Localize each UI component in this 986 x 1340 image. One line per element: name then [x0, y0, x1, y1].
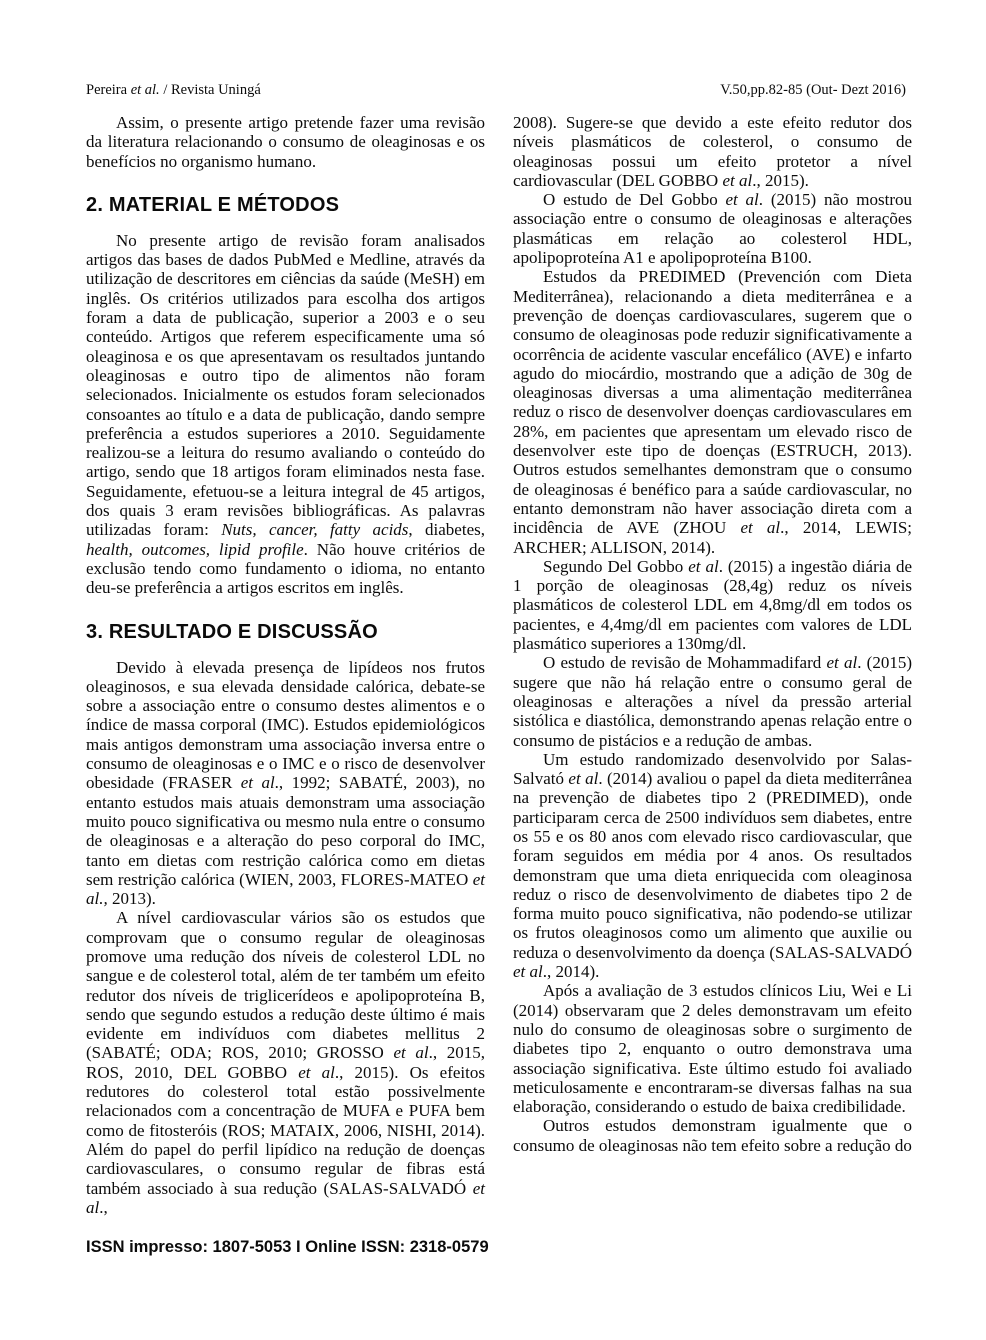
text-run: O estudo de revisão de Mohammadifard [543, 653, 827, 673]
paragraph [513, 653, 912, 749]
italic-run: et al. [130, 82, 160, 98]
footer-issn: ISSN impresso: 1807-5053 I Online ISSN: 2318-0579 [86, 1238, 489, 1256]
right-column [513, 113, 912, 1217]
text-run: / Revista Uningá [159, 82, 261, 98]
text-run: . (2014) avaliou o papel da dieta mediterrânea na prevenção de diabetes tipo 2 (PREDIMED), onde participaram cerca de 2500 indivíduos sem diabetes, entre os 55 e os 80 anos com elevado risco cardiovascular, que foram seguidos em média por 4 anos. Os resultados demonstram que uma dieta enriquecida com oleaginosa reduz o risco de desenvolvimento de diabetes tipo 2 de forma muito pouco significativa, não podendo-se utilizar os frutos oleaginosos como um alimento que auxilie ou reduza o desenvolvimento da doença (SALAS-SALVADÓ [513, 769, 912, 962]
header-author-journal [86, 82, 261, 99]
text-run: Assim, o presente artigo pretende fazer uma revisão da literatura relacionando o consumo de oleaginosas e os benefícios no organismo humano. [86, 113, 485, 171]
text-run: Segundo Del Gobbo [543, 556, 689, 576]
paragraph [513, 557, 912, 653]
text-run: ., 2014). [542, 962, 600, 982]
text-run: ., 2015). Os efeitos redutores do colesterol total estão possivelmente relacionados com a concentração de MUFA e PUFA bem como de fitosteróis (ROS; MATAIX, 2006, NISHI, 2014). Além do papel do perfil lipídico na redução de doenças cardiovasculares, o consumo regular de fibras está também associado à sua redução (SALAS-SALVADÓ [86, 1062, 485, 1198]
text-run: Outros estudos demonstram igualmente que o consumo de oleaginosas não tem efeito sobre a redução do [513, 1116, 912, 1155]
text-run: Após a avaliação de 3 estudos clínicos Liu, Wei e Li (2014) observaram que 2 deles demonstravam um efeito nulo do consumo de oleaginosas sobre o surgimento de diabetes tipo 2, enquanto o outro demonstrava uma associação significativa. Este último estudo foi avaliado meticulosamente e encontraram-se diversas falhas na sua elaboração, considerando o estudo de baixa credibilidade. [513, 981, 912, 1117]
paragraph [86, 908, 485, 1217]
italic-run: et al., [86, 869, 485, 909]
italic-run: et al [688, 556, 719, 576]
paragraph [86, 658, 485, 909]
text-run: ., 2015, ROS, 2010, DEL GOBBO [86, 1043, 486, 1082]
italic-run: et al [86, 1178, 485, 1217]
paragraph [513, 190, 912, 267]
text-run: O estudo de Del Gobbo [543, 190, 726, 210]
paragraph [513, 750, 912, 982]
section-heading: 3. RESULTADO E DISCUSSÃO [86, 620, 378, 643]
text-run: Um estudo randomizado desenvolvido por Salas-Salvató [513, 749, 912, 789]
italic-run: et al [725, 190, 759, 210]
paragraph [513, 1116, 912, 1155]
text-run: . Não houve critérios de exclusão tendo como fundamento o idioma, no entanto deu-se preferência a artigos escritos em inglês. [86, 539, 485, 598]
text-run: ., [99, 1197, 108, 1217]
running-header [86, 82, 906, 99]
paragraph [513, 981, 912, 1116]
left-column [86, 113, 485, 1217]
article-body [86, 113, 912, 1217]
italic-run: et al [568, 769, 599, 789]
header-volume-pages: V.50,pp.82-85 (Out- Dezt 2016) [720, 82, 906, 98]
text-run: A nível cardiovascular vários são os estudos que comprovam que o consumo regular de oleaginosas promove uma redução dos níveis de colesterol LDL no sangue e de colesterol total, além de ter também um efeito redutor dos níveis de triglicerídeos e apolipoproteína B, sendo que segundo estudos a redução deste último é mais evidente em indivíduos com diabetes mellitus 2 (SABATÉ; ODA; ROS, 2010; GROSSO [86, 908, 485, 1063]
italic-run: et al [740, 518, 781, 538]
paragraph [86, 113, 485, 171]
italic-run: Nuts, cancer, fatty acids [221, 520, 409, 540]
paragraph [513, 113, 912, 190]
text-run: 2013). [107, 889, 156, 909]
text-run: . (2015) a ingestão diária de 1 porção de oleaginosas (28,4g) reduz os níveis plasmáticos de colesterol LDL em 4,8mg/dl em todos os pacientes, e 4,4mg/dl em pacientes com valores de LDL plasmático superiores a 130mg/dl. [513, 556, 913, 654]
text-run: ., 1992; SABATÉ, 2003), no entanto estudos mais atuais demonstram uma associação muito pouco significativa ou mesmo nula entre o consumo de oleaginosas e a alteração do peso corporal do IMC, tanto em dietas com restrição calórica como em dietas sem restrição calórica (WIEN, 2003, FLORES-MATEO [86, 773, 485, 889]
italic-run: health, outcomes, lipid profile [86, 539, 304, 559]
text-run: , diabetes, [408, 520, 485, 540]
text-run: ., 2014, LEWIS; ARCHER; ALLISON, 2014). [513, 518, 913, 557]
italic-run: et al [826, 653, 858, 673]
paragraph [513, 267, 912, 556]
section-heading: 2. MATERIAL E MÉTODOS [86, 193, 340, 216]
text-run: No presente artigo de revisão foram analisados artigos das bases de dados PubMed e Medline, através da utilização de descritores em ciências da saúde (MeSH) em inglês. Os critérios utilizados para escolha dos artigos foram a data de publicação, superior a 2003 e o seu conteúdo. Artigos que referem especificamente uma só oleaginosa e os que apresentavam os resultados juntando oleaginosas e outro tipo de alimentos não foram selecionados. Inicialmente os estudos foram selecionados consoantes ao título e a data de publicação, dando sempre preferência a estudos superiores a 2010. Seguidamente realizou-se a leitura do resumo avaliando o conteúdo do artigo, sendo que 18 artigos foram eliminados nesta fase. Seguidamente, efetuou-se a leitura integral de 45 artigos, dos quais 3 eram revisões bibliográficas. As palavras utilizadas foram: [86, 230, 485, 540]
text-run: Devido à elevada presença de lipídeos nos frutos oleaginosos, e sua elevada densidade calórica, debate-se sobre a associação entre o consumo destes alimentos e o índice de massa corporal (IMC). Estudos epidemiológicos mais antigos demonstram uma associação inversa entre o consumo de oleaginosas e o IMC e o risco de desenvolver obesidade (FRASER [86, 657, 485, 793]
italic-run: et al [722, 170, 753, 190]
italic-run: et al [513, 962, 543, 982]
text-run: . (2015) sugere que não há relação entre o consumo geral de oleaginosas e alterações a nível da pressão arterial sistólica e diastólica, demonstrando apenas relação entre o consumo de pistácios e a redução de ambas. [513, 653, 913, 750]
italic-run: et al [393, 1043, 429, 1063]
text-run: Pereira [86, 82, 131, 98]
italic-run: et al [240, 773, 275, 793]
text-run: ., 2015). [752, 170, 809, 190]
text-run: . (2015) não mostrou associação entre o consumo de oleaginosas e alterações plasmáticas em relação ao colesterol HDL, apolipoproteína A1 e apolipoproteína B100. [513, 190, 913, 268]
text-run: Estudos da PREDIMED (Prevención com Dieta Mediterrânea), relacionando a dieta mediterrânea e a prevenção de doenças cardiovasculares, sugerem que o consumo de oleaginosas pode reduzir significativamente a ocorrência de acidente vascular encefálico (AVE) e infarto agudo do miocárdio, mostrando que a adição de 30g de oleaginosas diversas a uma alimentação mediterrânea reduz o risco de desenvolver doenças cardiovasculares em 28%, em pacientes que apresentam um elevado risco de desenvolver este tipo de doenças (ESTRUCH, 2013). Outros estudos semelhantes demonstram que o consumo de oleaginosas é benéfico para a saúde cardiovascular, no entanto demonstram não haver associação direta com a incidência de AVE (ZHOU [513, 267, 912, 538]
italic-run: et al [298, 1062, 335, 1082]
text-run: 2008). Sugere-se que devido a este efeito redutor dos níveis plasmáticos de colesterol, o consumo de oleaginosas possui um efeito protetor a nível cardiovascular (DEL GOBBO [513, 113, 912, 190]
paragraph [86, 231, 485, 598]
